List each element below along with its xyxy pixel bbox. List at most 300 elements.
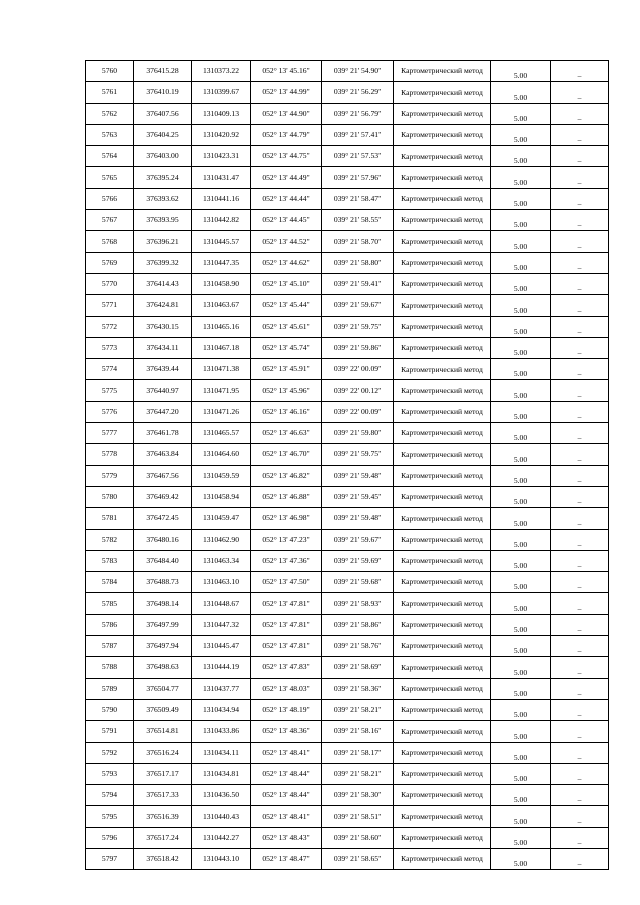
latitude-cell: 052° 13' 44.99" — [251, 82, 322, 103]
latitude-cell: 052° 13' 48.44" — [251, 763, 322, 784]
table-row — [86, 337, 609, 358]
latitude-cell: 052° 13' 44.52" — [251, 231, 322, 252]
latitude-cell: 052° 13' 44.49" — [251, 167, 322, 188]
table-row — [86, 273, 609, 294]
point-number-cell: 5768 — [86, 231, 134, 252]
note-cell: – — [551, 848, 609, 869]
point-number-cell: 5788 — [86, 657, 134, 678]
precision-cell: 5.00 — [491, 614, 551, 635]
x-coordinate-cell: 376403.00 — [134, 146, 192, 167]
method-cell: Картометрический метод — [394, 572, 491, 593]
longitude-cell: 039° 22' 00.09" — [322, 401, 394, 422]
point-number-cell: 5760 — [86, 61, 134, 82]
longitude-cell: 039° 21' 58.65" — [322, 848, 394, 869]
note-cell: – — [551, 210, 609, 231]
x-coordinate-cell: 376399.32 — [134, 252, 192, 273]
longitude-cell: 039° 21' 57.96" — [322, 167, 394, 188]
precision-cell: 5.00 — [491, 82, 551, 103]
latitude-cell: 052° 13' 46.82" — [251, 465, 322, 486]
table-row — [86, 806, 609, 827]
note-cell: – — [551, 146, 609, 167]
y-coordinate-cell: 1310463.34 — [192, 550, 251, 571]
x-coordinate-cell: 376393.62 — [134, 188, 192, 209]
y-coordinate-cell: 1310459.59 — [192, 465, 251, 486]
y-coordinate-cell: 1310448.67 — [192, 593, 251, 614]
point-number-cell: 5761 — [86, 82, 134, 103]
point-number-cell: 5784 — [86, 572, 134, 593]
table-row — [86, 444, 609, 465]
longitude-cell: 039° 21' 58.30" — [322, 785, 394, 806]
table-row — [86, 231, 609, 252]
y-coordinate-cell: 1310445.57 — [192, 231, 251, 252]
longitude-cell: 039° 21' 59.80" — [322, 423, 394, 444]
method-cell: Картометрический метод — [394, 82, 491, 103]
table-row — [86, 146, 609, 167]
note-cell: – — [551, 380, 609, 401]
table-row — [86, 295, 609, 316]
latitude-cell: 052° 13' 47.81" — [251, 636, 322, 657]
precision-cell: 5.00 — [491, 806, 551, 827]
precision-cell: 5.00 — [491, 401, 551, 422]
method-cell: Картометрический метод — [394, 529, 491, 550]
table-row — [86, 486, 609, 507]
longitude-cell: 039° 21' 58.51" — [322, 806, 394, 827]
latitude-cell: 052° 13' 48.44" — [251, 785, 322, 806]
longitude-cell: 039° 21' 58.60" — [322, 827, 394, 848]
longitude-cell: 039° 21' 54.90" — [322, 61, 394, 82]
point-number-cell: 5774 — [86, 359, 134, 380]
x-coordinate-cell: 376414.43 — [134, 273, 192, 294]
longitude-cell: 039° 22' 00.09" — [322, 359, 394, 380]
method-cell: Картометрический метод — [394, 593, 491, 614]
method-cell: Картометрический метод — [394, 806, 491, 827]
latitude-cell: 052° 13' 48.03" — [251, 678, 322, 699]
table-row — [86, 593, 609, 614]
y-coordinate-cell: 1310458.94 — [192, 486, 251, 507]
note-cell: – — [551, 785, 609, 806]
longitude-cell: 039° 21' 59.86" — [322, 337, 394, 358]
latitude-cell: 052° 13' 47.83" — [251, 657, 322, 678]
table-row — [86, 678, 609, 699]
note-cell: – — [551, 508, 609, 529]
precision-cell: 5.00 — [491, 529, 551, 550]
table-row — [86, 614, 609, 635]
point-number-cell: 5766 — [86, 188, 134, 209]
table-row — [86, 380, 609, 401]
x-coordinate-cell: 376469.42 — [134, 486, 192, 507]
y-coordinate-cell: 1310399.67 — [192, 82, 251, 103]
point-number-cell: 5776 — [86, 401, 134, 422]
x-coordinate-cell: 376407.56 — [134, 103, 192, 124]
note-cell: – — [551, 636, 609, 657]
precision-cell: 5.00 — [491, 146, 551, 167]
point-number-cell: 5786 — [86, 614, 134, 635]
note-cell: – — [551, 486, 609, 507]
y-coordinate-cell: 1310467.18 — [192, 337, 251, 358]
table-row — [86, 252, 609, 273]
longitude-cell: 039° 21' 58.93" — [322, 593, 394, 614]
precision-cell: 5.00 — [491, 103, 551, 124]
point-number-cell: 5792 — [86, 742, 134, 763]
latitude-cell: 052° 13' 44.79" — [251, 124, 322, 145]
method-cell: Картометрический метод — [394, 827, 491, 848]
precision-cell: 5.00 — [491, 273, 551, 294]
x-coordinate-cell: 376461.78 — [134, 423, 192, 444]
latitude-cell: 052° 13' 44.90" — [251, 103, 322, 124]
latitude-cell: 052° 13' 45.16" — [251, 61, 322, 82]
latitude-cell: 052° 13' 48.41" — [251, 806, 322, 827]
table-row — [86, 210, 609, 231]
table-row — [86, 848, 609, 869]
latitude-cell: 052° 13' 47.81" — [251, 614, 322, 635]
precision-cell: 5.00 — [491, 359, 551, 380]
y-coordinate-cell: 1310440.43 — [192, 806, 251, 827]
x-coordinate-cell: 376517.33 — [134, 785, 192, 806]
latitude-cell: 052° 13' 44.44" — [251, 188, 322, 209]
table-row — [86, 721, 609, 742]
longitude-cell: 039° 21' 57.41" — [322, 124, 394, 145]
table-row — [86, 423, 609, 444]
y-coordinate-cell: 1310436.50 — [192, 785, 251, 806]
note-cell: – — [551, 614, 609, 635]
note-cell: – — [551, 763, 609, 784]
table-row — [86, 124, 609, 145]
method-cell: Картометрический метод — [394, 337, 491, 358]
note-cell: – — [551, 103, 609, 124]
method-cell: Картометрический метод — [394, 465, 491, 486]
latitude-cell: 052° 13' 44.45" — [251, 210, 322, 231]
latitude-cell: 052° 13' 48.41" — [251, 742, 322, 763]
precision-cell: 5.00 — [491, 572, 551, 593]
precision-cell: 5.00 — [491, 699, 551, 720]
precision-cell: 5.00 — [491, 316, 551, 337]
coordinates-table — [85, 60, 609, 870]
note-cell: – — [551, 188, 609, 209]
longitude-cell: 039° 21' 58.86" — [322, 614, 394, 635]
longitude-cell: 039° 21' 58.47" — [322, 188, 394, 209]
x-coordinate-cell: 376440.97 — [134, 380, 192, 401]
method-cell: Картометрический метод — [394, 657, 491, 678]
y-coordinate-cell: 1310420.92 — [192, 124, 251, 145]
note-cell: – — [551, 61, 609, 82]
x-coordinate-cell: 376514.81 — [134, 721, 192, 742]
note-cell: – — [551, 550, 609, 571]
precision-cell: 5.00 — [491, 231, 551, 252]
y-coordinate-cell: 1310444.19 — [192, 657, 251, 678]
latitude-cell: 052° 13' 45.61" — [251, 316, 322, 337]
precision-cell: 5.00 — [491, 380, 551, 401]
table-row — [86, 188, 609, 209]
longitude-cell: 039° 21' 58.36" — [322, 678, 394, 699]
method-cell: Картометрический метод — [394, 848, 491, 869]
point-number-cell: 5778 — [86, 444, 134, 465]
note-cell: – — [551, 273, 609, 294]
precision-cell: 5.00 — [491, 848, 551, 869]
precision-cell: 5.00 — [491, 678, 551, 699]
point-number-cell: 5787 — [86, 636, 134, 657]
precision-cell: 5.00 — [491, 550, 551, 571]
note-cell: – — [551, 465, 609, 486]
x-coordinate-cell: 376498.14 — [134, 593, 192, 614]
point-number-cell: 5795 — [86, 806, 134, 827]
latitude-cell: 052° 13' 45.74" — [251, 337, 322, 358]
latitude-cell: 052° 13' 48.36" — [251, 721, 322, 742]
y-coordinate-cell: 1310464.60 — [192, 444, 251, 465]
x-coordinate-cell: 376504.77 — [134, 678, 192, 699]
y-coordinate-cell: 1310441.16 — [192, 188, 251, 209]
x-coordinate-cell: 376516.39 — [134, 806, 192, 827]
point-number-cell: 5794 — [86, 785, 134, 806]
precision-cell: 5.00 — [491, 827, 551, 848]
y-coordinate-cell: 1310459.47 — [192, 508, 251, 529]
note-cell: – — [551, 252, 609, 273]
method-cell: Картометрический метод — [394, 699, 491, 720]
y-coordinate-cell: 1310434.81 — [192, 763, 251, 784]
y-coordinate-cell: 1310433.86 — [192, 721, 251, 742]
precision-cell: 5.00 — [491, 721, 551, 742]
x-coordinate-cell: 376393.95 — [134, 210, 192, 231]
latitude-cell: 052° 13' 47.81" — [251, 593, 322, 614]
longitude-cell: 039° 21' 58.76" — [322, 636, 394, 657]
precision-cell: 5.00 — [491, 742, 551, 763]
x-coordinate-cell: 376404.25 — [134, 124, 192, 145]
table-row — [86, 359, 609, 380]
note-cell: – — [551, 529, 609, 550]
longitude-cell: 039° 21' 58.55" — [322, 210, 394, 231]
point-number-cell: 5771 — [86, 295, 134, 316]
point-number-cell: 5790 — [86, 699, 134, 720]
note-cell: – — [551, 167, 609, 188]
y-coordinate-cell: 1310423.31 — [192, 146, 251, 167]
y-coordinate-cell: 1310471.95 — [192, 380, 251, 401]
y-coordinate-cell: 1310409.13 — [192, 103, 251, 124]
point-number-cell: 5770 — [86, 273, 134, 294]
method-cell: Картометрический метод — [394, 167, 491, 188]
note-cell: – — [551, 806, 609, 827]
point-number-cell: 5773 — [86, 337, 134, 358]
longitude-cell: 039° 21' 59.75" — [322, 444, 394, 465]
method-cell: Картометрический метод — [394, 210, 491, 231]
precision-cell: 5.00 — [491, 167, 551, 188]
table-row — [86, 316, 609, 337]
longitude-cell: 039° 21' 58.16" — [322, 721, 394, 742]
longitude-cell: 039° 21' 57.53" — [322, 146, 394, 167]
x-coordinate-cell: 376518.42 — [134, 848, 192, 869]
method-cell: Картометрический метод — [394, 61, 491, 82]
y-coordinate-cell: 1310471.26 — [192, 401, 251, 422]
y-coordinate-cell: 1310462.90 — [192, 529, 251, 550]
note-cell: – — [551, 678, 609, 699]
y-coordinate-cell: 1310437.77 — [192, 678, 251, 699]
table-row — [86, 61, 609, 82]
table-row — [86, 763, 609, 784]
longitude-cell: 039° 21' 59.67" — [322, 529, 394, 550]
x-coordinate-cell: 376497.94 — [134, 636, 192, 657]
point-number-cell: 5789 — [86, 678, 134, 699]
longitude-cell: 039° 21' 56.79" — [322, 103, 394, 124]
precision-cell: 5.00 — [491, 444, 551, 465]
method-cell: Картометрический метод — [394, 146, 491, 167]
table-row — [86, 401, 609, 422]
longitude-cell: 039° 22' 00.12" — [322, 380, 394, 401]
precision-cell: 5.00 — [491, 785, 551, 806]
longitude-cell: 039° 21' 59.68" — [322, 572, 394, 593]
latitude-cell: 052° 13' 47.23" — [251, 529, 322, 550]
x-coordinate-cell: 376509.49 — [134, 699, 192, 720]
y-coordinate-cell: 1310465.57 — [192, 423, 251, 444]
note-cell: – — [551, 657, 609, 678]
table-row — [86, 572, 609, 593]
precision-cell: 5.00 — [491, 465, 551, 486]
precision-cell: 5.00 — [491, 423, 551, 444]
point-number-cell: 5797 — [86, 848, 134, 869]
latitude-cell: 052° 13' 46.98" — [251, 508, 322, 529]
x-coordinate-cell: 376517.17 — [134, 763, 192, 784]
table-row — [86, 657, 609, 678]
y-coordinate-cell: 1310442.82 — [192, 210, 251, 231]
x-coordinate-cell: 376472.45 — [134, 508, 192, 529]
note-cell: – — [551, 572, 609, 593]
method-cell: Картометрический метод — [394, 423, 491, 444]
x-coordinate-cell: 376395.24 — [134, 167, 192, 188]
table-row — [86, 550, 609, 571]
y-coordinate-cell: 1310443.10 — [192, 848, 251, 869]
method-cell: Картометрический метод — [394, 763, 491, 784]
x-coordinate-cell: 376463.84 — [134, 444, 192, 465]
x-coordinate-cell: 376484.40 — [134, 550, 192, 571]
latitude-cell: 052° 13' 48.47" — [251, 848, 322, 869]
y-coordinate-cell: 1310373.22 — [192, 61, 251, 82]
x-coordinate-cell: 376439.44 — [134, 359, 192, 380]
x-coordinate-cell: 376488.73 — [134, 572, 192, 593]
longitude-cell: 039° 21' 59.41" — [322, 273, 394, 294]
y-coordinate-cell: 1310463.10 — [192, 572, 251, 593]
table-row — [86, 82, 609, 103]
x-coordinate-cell: 376430.15 — [134, 316, 192, 337]
latitude-cell: 052° 13' 46.63" — [251, 423, 322, 444]
latitude-cell: 052° 13' 48.19" — [251, 699, 322, 720]
precision-cell: 5.00 — [491, 337, 551, 358]
longitude-cell: 039° 21' 58.80" — [322, 252, 394, 273]
method-cell: Картометрический метод — [394, 636, 491, 657]
method-cell: Картометрический метод — [394, 359, 491, 380]
longitude-cell: 039° 21' 59.67" — [322, 295, 394, 316]
latitude-cell: 052° 13' 45.10" — [251, 273, 322, 294]
latitude-cell: 052° 13' 46.70" — [251, 444, 322, 465]
x-coordinate-cell: 376415.28 — [134, 61, 192, 82]
method-cell: Картометрический метод — [394, 614, 491, 635]
longitude-cell: 039° 21' 56.29" — [322, 82, 394, 103]
method-cell: Картометрический метод — [394, 231, 491, 252]
method-cell: Картометрический метод — [394, 124, 491, 145]
method-cell: Картометрический метод — [394, 273, 491, 294]
table-row — [86, 785, 609, 806]
table-row — [86, 465, 609, 486]
method-cell: Картометрический метод — [394, 721, 491, 742]
x-coordinate-cell: 376410.19 — [134, 82, 192, 103]
note-cell: – — [551, 444, 609, 465]
method-cell: Картометрический метод — [394, 316, 491, 337]
point-number-cell: 5769 — [86, 252, 134, 273]
method-cell: Картометрический метод — [394, 742, 491, 763]
note-cell: – — [551, 401, 609, 422]
point-number-cell: 5764 — [86, 146, 134, 167]
longitude-cell: 039° 21' 58.17" — [322, 742, 394, 763]
method-cell: Картометрический метод — [394, 678, 491, 699]
latitude-cell: 052° 13' 46.16" — [251, 401, 322, 422]
longitude-cell: 039° 21' 58.69" — [322, 657, 394, 678]
latitude-cell: 052° 13' 45.91" — [251, 359, 322, 380]
table-row — [86, 742, 609, 763]
point-number-cell: 5791 — [86, 721, 134, 742]
x-coordinate-cell: 376480.16 — [134, 529, 192, 550]
precision-cell: 5.00 — [491, 657, 551, 678]
y-coordinate-cell: 1310471.38 — [192, 359, 251, 380]
longitude-cell: 039° 21' 58.70" — [322, 231, 394, 252]
table-row — [86, 167, 609, 188]
method-cell: Картометрический метод — [394, 188, 491, 209]
point-number-cell: 5781 — [86, 508, 134, 529]
point-number-cell: 5796 — [86, 827, 134, 848]
point-number-cell: 5777 — [86, 423, 134, 444]
method-cell: Картометрический метод — [394, 444, 491, 465]
x-coordinate-cell: 376434.11 — [134, 337, 192, 358]
latitude-cell: 052° 13' 44.62" — [251, 252, 322, 273]
x-coordinate-cell: 376497.99 — [134, 614, 192, 635]
point-number-cell: 5779 — [86, 465, 134, 486]
method-cell: Картометрический метод — [394, 380, 491, 401]
y-coordinate-cell: 1310434.94 — [192, 699, 251, 720]
longitude-cell: 039° 21' 59.75" — [322, 316, 394, 337]
longitude-cell: 039° 21' 58.21" — [322, 763, 394, 784]
note-cell: – — [551, 699, 609, 720]
longitude-cell: 039° 21' 59.45" — [322, 486, 394, 507]
table-row — [86, 699, 609, 720]
precision-cell: 5.00 — [491, 210, 551, 231]
note-cell: – — [551, 295, 609, 316]
point-number-cell: 5780 — [86, 486, 134, 507]
y-coordinate-cell: 1310465.16 — [192, 316, 251, 337]
y-coordinate-cell: 1310442.27 — [192, 827, 251, 848]
longitude-cell: 039° 21' 58.21" — [322, 699, 394, 720]
note-cell: – — [551, 82, 609, 103]
point-number-cell: 5772 — [86, 316, 134, 337]
point-number-cell: 5763 — [86, 124, 134, 145]
longitude-cell: 039° 21' 59.48" — [322, 508, 394, 529]
x-coordinate-cell: 376396.21 — [134, 231, 192, 252]
point-number-cell: 5767 — [86, 210, 134, 231]
note-cell: – — [551, 721, 609, 742]
x-coordinate-cell: 376517.24 — [134, 827, 192, 848]
precision-cell: 5.00 — [491, 188, 551, 209]
note-cell: – — [551, 593, 609, 614]
note-cell: – — [551, 316, 609, 337]
point-number-cell: 5785 — [86, 593, 134, 614]
point-number-cell: 5765 — [86, 167, 134, 188]
note-cell: – — [551, 124, 609, 145]
method-cell: Картометрический метод — [394, 508, 491, 529]
latitude-cell: 052° 13' 48.43" — [251, 827, 322, 848]
precision-cell: 5.00 — [491, 508, 551, 529]
point-number-cell: 5783 — [86, 550, 134, 571]
table-row — [86, 636, 609, 657]
y-coordinate-cell: 1310431.47 — [192, 167, 251, 188]
precision-cell: 5.00 — [491, 636, 551, 657]
precision-cell: 5.00 — [491, 593, 551, 614]
y-coordinate-cell: 1310458.90 — [192, 273, 251, 294]
precision-cell: 5.00 — [491, 252, 551, 273]
method-cell: Картометрический метод — [394, 486, 491, 507]
